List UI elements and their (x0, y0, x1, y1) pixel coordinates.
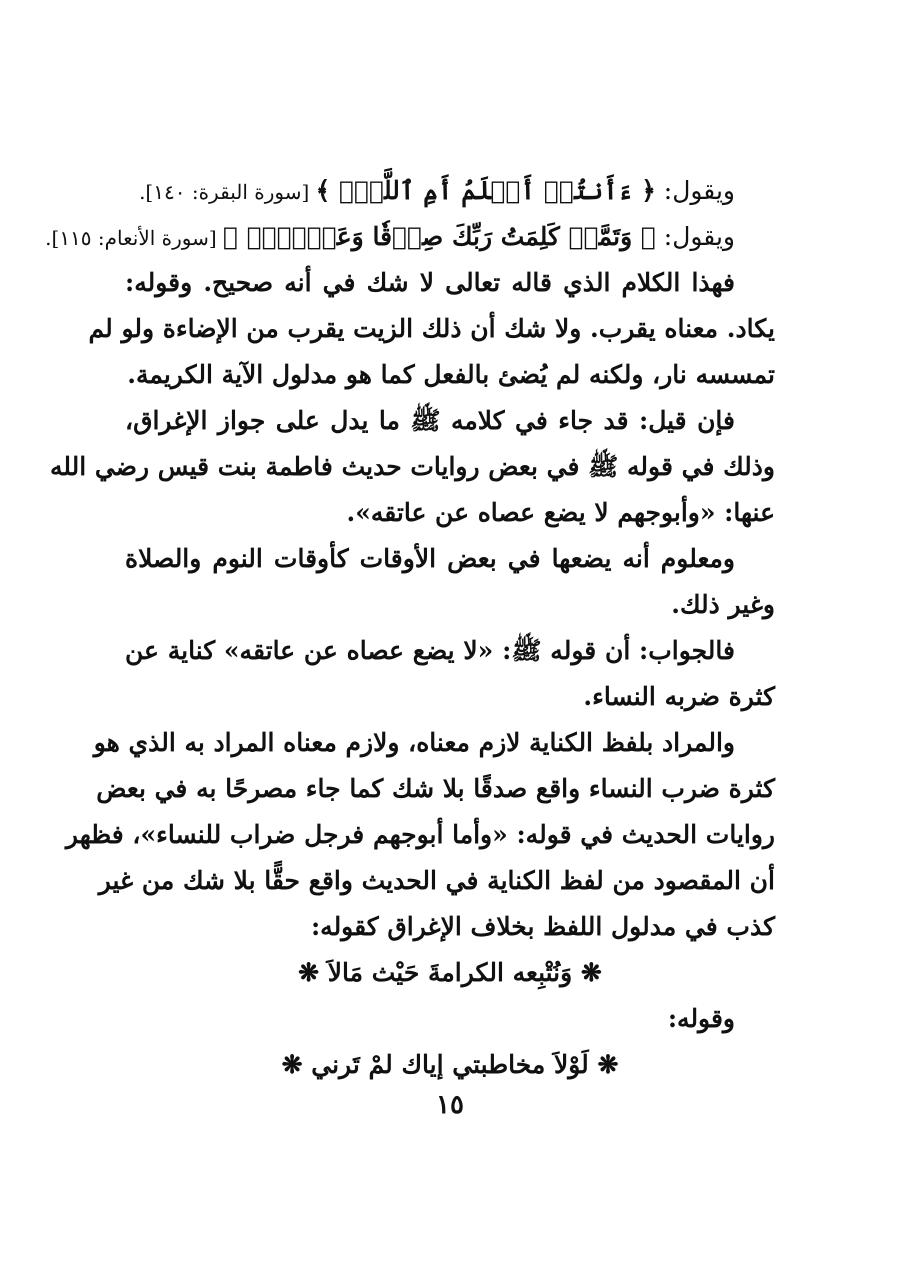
text-segment: ❋ لَوْلاَ مخاطبتي إياك لمْ تَرني ❋ (281, 1050, 619, 1079)
text-segment: كثرة ضربه النساء. (583, 682, 775, 711)
text-segment: تمسسه نار، ولكنه لم يُضئ بالفعل كما هو مدلول الآية الكريمة. (127, 360, 775, 389)
text-segment: روايات الحديث في قوله: «وأما أبوجهم فرجل ضراب للنساء»، فظهر (65, 820, 775, 849)
text-segment: فإن قيل: قد جاء في كلامه ﷺ ما يدل على جواز الإغراق، (125, 406, 735, 435)
text-segment: ويقول: (655, 176, 735, 205)
text-segment: ❋ وَنُتْبِعه الكرامةَ حَيْث مَالاَ ❋ (298, 958, 602, 987)
text-line (125, 260, 775, 306)
text-line (93, 720, 775, 766)
text-line (98, 858, 775, 904)
text-segment: عنها: «وأبوجهم لا يضع عصاه عن عاتقه». (346, 498, 775, 527)
verse-reference: [سورة الأنعام: ١١٥]. (45, 226, 224, 250)
text-line (125, 674, 775, 720)
text-line (125, 398, 775, 444)
text-segment: كذب في مدلول اللفظ بخلاف الإغراق كقوله: (310, 912, 775, 941)
text-line (65, 812, 775, 858)
text-line (49, 444, 775, 490)
quran-verse: ﴿ ءَأَنتُمۡ أَعۡلَمُ أَمِ ٱللَّهُۗ ﴾ (315, 176, 656, 205)
text-segment: وغير ذلك. (671, 590, 775, 619)
text-line (125, 628, 775, 674)
quran-verse: ﴿ وَتَمَّتۡ كَلِمَتُ رَبِّكَ صِدۡقٗا وَعَدۡلٗاۚ ﴾ (223, 222, 656, 251)
text-segment: فالجواب: أن قوله ﷺ: «لا يضع عصاه عن عاتقه» كناية عن (125, 636, 735, 665)
text-segment: يكاد. معناه يقرب. ولا شك أن ذلك الزيت يقرب من الإضاءة ولو لم (88, 314, 775, 343)
text-line (125, 950, 775, 996)
text-line (125, 996, 775, 1042)
text-line (96, 766, 775, 812)
text-line (125, 582, 775, 628)
text-line (125, 490, 775, 536)
text-line (88, 306, 775, 352)
text-line (125, 1042, 775, 1088)
text-line (125, 352, 775, 398)
text-line (125, 168, 775, 214)
text-segment: وذلك في قوله ﷺ في بعض روايات حديث فاطمة بنت قيس رضي الله (49, 452, 775, 481)
text-segment: والمراد بلفظ الكناية لازم معناه، ولازم معناه المراد به الذي هو (93, 728, 735, 757)
text-segment: وقوله: (667, 1004, 735, 1033)
text-segment: ويقول: (655, 222, 735, 251)
text-segment: كثرة ضرب النساء واقع صدقًا بلا شك كما جاء مصرحًا به في بعض (96, 774, 775, 803)
page-number: ١٥ (436, 1090, 464, 1120)
text-line (45, 214, 775, 260)
text-segment: ومعلوم أنه يضعها في بعض الأوقات كأوقات النوم والصلاة (125, 544, 735, 573)
verse-reference: [سورة البقرة: ١٤٠]. (139, 180, 316, 204)
text-line (125, 904, 775, 950)
text-segment: أن المقصود من لفظ الكناية في الحديث واقع حقًّا بلا شك من غير (98, 866, 775, 895)
page-body (45, 168, 775, 1088)
text-segment: فهذا الكلام الذي قاله تعالى لا شك في أنه صحيح. وقوله: (125, 268, 735, 297)
text-line (125, 536, 775, 582)
